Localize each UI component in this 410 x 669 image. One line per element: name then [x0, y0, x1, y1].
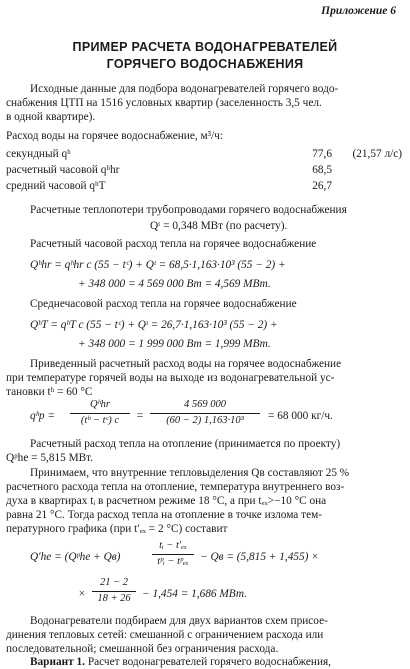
appendix-label: Приложение 6 — [321, 5, 396, 17]
intro-line-3: в одной квартире). — [6, 111, 96, 123]
qhe-lhs: Q′he = (Qᵖhe + Qв) — [30, 551, 121, 563]
intro-line-1: Исходные данные для подбора водонагревателей горячего водо- — [30, 83, 339, 95]
qhe-rest: − Qв = (5,815 + 1,455) × — [200, 551, 319, 563]
reduced-equals: = — [136, 410, 144, 422]
assume-line-1: Принимаем, что внутренние тепловыделения Qв составляют 25 % — [30, 467, 350, 479]
average-heading: Среднечасовой расход тепла на горячее водоснабжение — [30, 298, 297, 310]
qhe-result: − 1,454 = 1,686 МВт. — [142, 588, 247, 600]
closing-line-1: Водонагреватели подбираем для двух вариантов схем присое- — [30, 615, 328, 627]
assume-line-2: расчетного расхода тепла на отопление, температура внутреннего воз- — [6, 481, 345, 493]
qhe-numerator-2: 21 − 2 — [99, 577, 129, 588]
hourly-equation-1: Qʰhr = qʰhr c (55 − tᶜ) + Qᵗ = 68,5·1,163·10³ (55 − 2) + — [30, 259, 286, 271]
flow-row-label: секундный qʰ — [6, 148, 71, 160]
hourly-heading: Расчетный часовой расход тепла на горячее водоснабжение — [30, 238, 317, 250]
reduced-line-3: тановки tʰ = 60 °C — [6, 386, 93, 398]
flow-row-label: расчетный часовой qʰhr — [6, 164, 120, 176]
reduced-lhs: qʰp = — [30, 410, 55, 422]
fraction-bar — [150, 413, 260, 414]
heating-line-2: Qᵖhe = 5,815 МВт. — [6, 452, 94, 464]
variant-line — [30, 655, 331, 669]
intro-line-2: снабжения ЦТП на 1516 условных квартир (заселенность 3,5 чел. — [6, 97, 322, 109]
qhe-denominator-2: 18 + 26 — [97, 593, 131, 604]
assume-line-4: равна 21 °C. Тогда расход тепла на отопление в точке излома тем- — [6, 509, 322, 521]
flow-row-value: 68,5 — [312, 164, 332, 176]
reduced-numerator-2: 4 569 000 — [184, 399, 226, 410]
hourly-equation-2: + 348 000 = 4 569 000 Вт = 4,569 МВт. — [78, 278, 271, 290]
title-line-1: ПРИМЕР РАСЧЕТА ВОДОНАГРЕВАТЕЛЕЙ — [72, 40, 338, 54]
qhe-numerator: tᵢ − t′ₑₓ — [159, 540, 187, 551]
reduced-numerator-1: Qʰhr — [90, 399, 110, 410]
reduced-denominator-1: (tʰ − tᶜ) c — [80, 415, 120, 426]
reduced-line-2: при температуре горячей воды на выходе из водонагревательной ус- — [6, 372, 335, 384]
reduced-result: = 68 000 кг/ч. — [268, 410, 333, 422]
heating-line-1: Расчетный расход тепла на отопление (принимается по проекту) — [30, 438, 341, 450]
qhe-cont-times: × — [78, 588, 86, 600]
losses-line-1: Расчетные теплопотери трубопроводами горячего водоснабжения — [30, 204, 347, 216]
title-line-2: ГОРЯЧЕГО ВОДОСНАБЖЕНИЯ — [106, 57, 304, 71]
flow-heading: Расход воды на горячее водоснабжение, м³/ч: — [6, 130, 223, 142]
variant-text: Расчет водонагревателей горячего водоснабжения, — [87, 656, 332, 668]
fraction-bar — [152, 554, 194, 555]
flow-row-value: 77,6 — [312, 148, 332, 160]
assume-line-3: духа в квартирах tᵢ в расчетном режиме 18 °C, а при tₑₓ>−10 °C она — [6, 495, 327, 507]
reduced-denominator-2: (60 − 2) 1,163·10³ — [166, 415, 244, 426]
flow-row-label: средний часовой qʰT — [6, 180, 106, 192]
fraction-bar — [70, 413, 130, 414]
fraction-bar — [92, 591, 136, 592]
variant-label: Вариант 1. — [30, 656, 85, 668]
flow-row-note: (21,57 л/с) — [352, 148, 402, 160]
assume-line-5: пературного графика (при t′ₑₓ = 2 °C) составит — [6, 523, 228, 535]
qhe-denominator: tᵖᵢ − tᵖₑₓ — [157, 556, 189, 567]
closing-line-3: последовательной; смешанной без ограничения расхода. — [6, 643, 279, 655]
average-equation-2: + 348 000 = 1 999 000 Вт = 1,999 МВт. — [78, 338, 271, 350]
average-equation-1: QʰT = qʰT c (55 − tᶜ) + Qᵗ = 26,7·1,163·10³ (55 − 2) + — [30, 319, 278, 331]
losses-line-2: Qᵗ = 0,348 МВт (по расчету). — [150, 220, 288, 232]
flow-row-value: 26,7 — [312, 180, 332, 192]
reduced-line-1: Приведенный расчетный расход воды на горячее водоснабжение — [30, 358, 342, 370]
closing-line-2: динения тепловых сетей: смешанной с ограничением расхода или — [6, 629, 324, 641]
